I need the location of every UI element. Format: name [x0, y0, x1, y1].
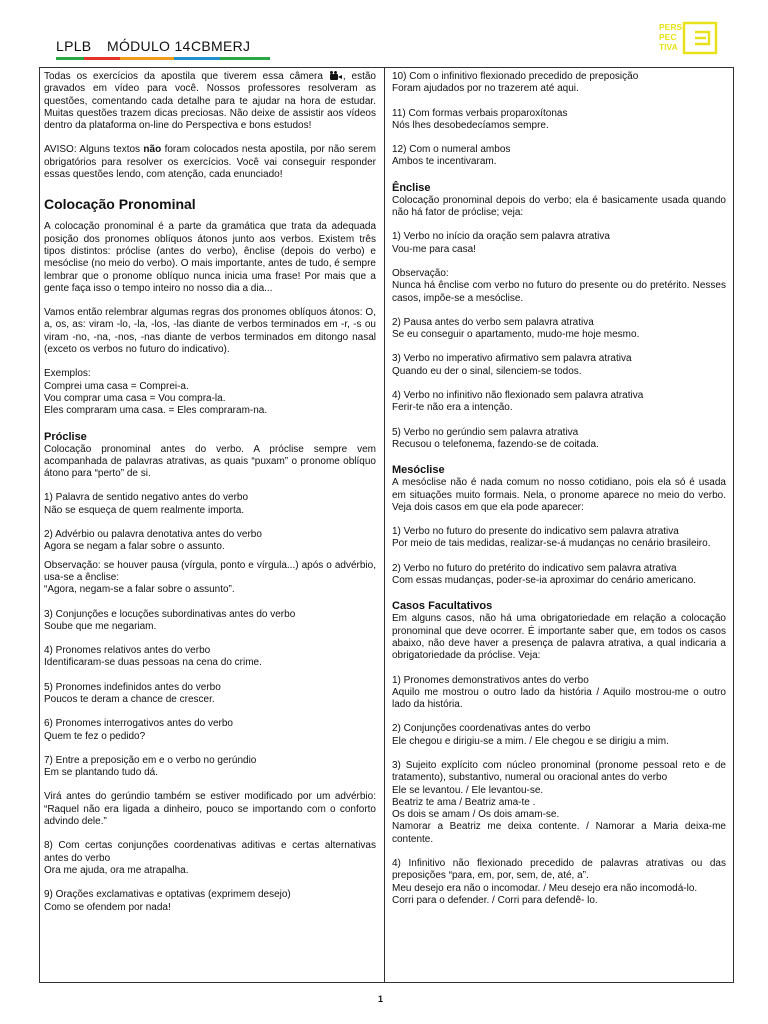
svg-text:TIVA: TIVA: [659, 42, 678, 52]
rule-item: 5) Verbo no gerúndio sem palavra atrativa: [392, 426, 579, 438]
examples-title: Exemplos:: [44, 368, 91, 380]
rule-example: Em se plantando tudo dá.: [44, 767, 158, 779]
rule-item: 2) Advérbio ou palavra denotativa antes do verbo: [44, 529, 262, 541]
perspectiva-logo: [658, 20, 718, 56]
rule-item: 1) Verbo no futuro do presente do indicativo sem palavra atrativa: [392, 526, 679, 538]
rule-item: 8) Com certas conjunções coordenativas aditivas e certas alternativas antes do verbo: [44, 840, 376, 864]
rule-item: 4) Infinitivo não flexionado precedido de palavras atrativas ou das preposições “para, em, por, sem, de, até, a”.: [392, 858, 726, 882]
column-divider: [384, 67, 385, 983]
header-module: MÓDULO 14: [107, 38, 191, 54]
rule-example: Não se esqueça de quem realmente importa.: [44, 504, 245, 516]
svg-text:PERS: PERS: [659, 22, 683, 32]
rule-item: 1) Pronomes demonstrativos antes do verbo: [392, 674, 589, 686]
rule-item: 6) Pronomes interrogativos antes do verbo: [44, 718, 233, 730]
rule-item: 12) Com o numeral ambos: [392, 144, 511, 156]
casos-text: Em alguns casos, não há uma obrigatoriedade em relação a colocação pronominal que deve ocorrer. É importante saber que, em todos os casos abaixo, não deve haver a presença de palavra atrativa, a qual indicaria a obrigatoriedade da próclise. Veja:: [392, 613, 726, 662]
rule-example: Namorar a Beatriz me deixa contente. / Namorar a Maria deixa-me contente.: [392, 821, 726, 845]
casos-facultativos-heading: Casos Facultativos: [392, 600, 493, 613]
mesoclise-heading: Mesóclise: [392, 464, 445, 477]
example-line: Eles compraram uma casa. = Eles compraram-na.: [44, 405, 268, 417]
video-camera-icon: [330, 71, 342, 80]
rule-example: Identificaram-se duas pessoas na cena do crime.: [44, 657, 262, 669]
aviso-paragraph: AVISO: Alguns textos não foram colocados nesta apostila, por não serem obrigatórios para resolver os exercícios. Você vai conseguir responder essas questões lendo, com atenção, cada enunciado!: [44, 144, 376, 181]
example-line: Vou comprar uma casa = Vou compra-la.: [44, 392, 226, 404]
rule-example: Poucos te deram a chance de crescer.: [44, 693, 215, 705]
observation: Observação:: [392, 267, 449, 279]
proclise-heading: Próclise: [44, 430, 87, 443]
svg-text:PEC: PEC: [659, 32, 677, 42]
rule-example: Corri para o defender. / Corri para defendê- lo.: [392, 894, 598, 906]
observation-example: “Agora, negam-se a falar sobre o assunto”.: [44, 584, 235, 596]
rule-example: Se eu conseguir o apartamento, mudo-me hoje mesmo.: [392, 329, 640, 341]
rule-example: Soube que me negariam.: [44, 620, 157, 632]
rule-example: Ambos te incentivaram.: [392, 156, 497, 168]
rule-item: 5) Pronomes indefinidos antes do verbo: [44, 681, 221, 693]
rule-example: Recusou o telefonema, fazendo-se de coitada.: [392, 438, 599, 450]
rule-example: Ele chegou e dirigiu-se a mim. / Ele chegou e se dirigiu a mim.: [392, 735, 669, 747]
gerund-note: Virá antes do gerúndio também se estiver modificado por um advérbio: “Raquel não era ligada a dinheiro, pouco se importando com o conforto advindo dele.”: [44, 791, 376, 828]
header-course: LPLB: [56, 38, 92, 54]
header-color-bar: [56, 57, 270, 60]
section-title: Colocação Pronominal: [44, 196, 196, 213]
definition-paragraph: A colocação pronominal é a parte da gramática que trata da adequada posição dos pronomes oblíquos átonos junto aos verbos. Existem três tipos distintos: próclise (antes do verbo), ênclise (depois do verbo) e mesóclise (no meio do verbo). O mais importante, antes de tudo, é sempre lembrar que o pronome oblíquo nunca inicia uma frase! Por mais que a gente faça isso o tempo inteiro no nosso dia a dia...: [44, 221, 376, 294]
rule-example: Ferir-te não era a intenção.: [392, 402, 513, 414]
rule-example: Por meio de tais medidas, realizar-se-á mudanças no cenário brasileiro.: [392, 538, 711, 550]
rule-example: Beatriz te ama / Beatriz ama-te .: [392, 796, 536, 808]
rule-example: Vou-me para casa!: [392, 243, 476, 255]
rule-example: Os dois se amam / Os dois amam-se.: [392, 809, 560, 821]
rule-example: Quando eu der o sinal, silenciem-se todos.: [392, 365, 582, 377]
rule-example: Como se ofendem por nada!: [44, 901, 171, 913]
rule-example: Com essas mudanças, poder-se-ia aproximar do cenário americano.: [392, 575, 697, 587]
rule-item: 4) Verbo no infinitivo não flexionado sem palavra atrativa: [392, 390, 644, 402]
rule-item: 11) Com formas verbais proparoxítonas: [392, 107, 568, 119]
left-column: [44, 71, 376, 914]
rule-item: 4) Pronomes relativos antes do verbo: [44, 645, 211, 657]
observation: Observação: se houver pausa (vírgula, ponto e vírgula...) após o advérbio, usa-se a ênclise:: [44, 559, 376, 583]
rule-example: Meu desejo era não o incomodar. / Meu desejo era não incomodá-lo.: [392, 882, 698, 894]
rules-paragraph: Vamos então relembrar algumas regras dos pronomes oblíquos átonos: O, a, os, as: viram -lo, -la, -los, -las diante de verbos terminados em -r, -s ou viram -no, -na, -nos, -nas diante de verbos terminados em ditongo nasal (exceto os verbos no futuro do indicativo).: [44, 307, 376, 356]
rule-item: 3) Verbo no imperativo afirmativo sem palavra atrativa: [392, 353, 632, 365]
rule-example: Nós lhes desobedecíamos sempre.: [392, 119, 549, 131]
rule-item: 2) Verbo no futuro do pretérito do indicativo sem palavra atrativa: [392, 562, 677, 574]
enclise-heading: Ênclise: [392, 181, 431, 194]
header-exam: CBMERJ: [191, 38, 251, 54]
rule-example: Quem te fez o pedido?: [44, 730, 146, 742]
intro-paragraph: Todas os exercícios da apostila que tiverem essa câmera , estão gravados em vídeo para você. Nossos professores resolveram as questões, comentando cada detalhe para te ajudar na hora de estudar. Muitas questões trazem dicas preciosas. Não deixe de assistir aos vídeos dentro da plataforma on-line do Perspectiva e bons estudos!: [44, 71, 376, 132]
rule-example: Ele se levantou. / Ele levantou-se.: [392, 784, 544, 796]
rule-item: 1) Palavra de sentido negativo antes do verbo: [44, 492, 249, 504]
rule-item: 9) Orações exclamativas e optativas (exprimem desejo): [44, 889, 291, 901]
rule-item: 2) Pausa antes do verbo sem palavra atrativa: [392, 316, 594, 328]
rule-item: 2) Conjunções coordenativas antes do verbo: [392, 723, 591, 735]
example-line: Comprei uma casa = Comprei-a.: [44, 380, 189, 392]
proclise-text: Colocação pronominal antes do verbo. A próclise sempre vem acompanhada de palavras atrativas, as quais “puxam” o pronome oblíquo átono para “perto” de si.: [44, 443, 376, 480]
rule-example: Aquilo me mostrou o outro lado da história / Aquilo mostrou-me o outro lado da história.: [392, 686, 726, 711]
mesoclise-text: A mesóclise não é nada comum no nosso cotidiano, pois ela só é usada em situações muito formais. Nela, o pronome aparece no meio do verbo. Veja dois casos em que ela pode aparecer:: [392, 477, 726, 513]
rule-example: Foram ajudados por no trazerem até aqui.: [392, 83, 579, 95]
rule-item: 1) Verbo no início da oração sem palavra atrativa: [392, 231, 610, 243]
observation-text: Nunca há ênclise com verbo no futuro do presente ou do pretérito. Nesses casos, impõe-se a mesóclise.: [392, 280, 726, 304]
rule-item: 3) Conjunções e locuções subordinativas antes do verbo: [44, 608, 296, 620]
rule-example: Ora me ajuda, ora me atrapalha.: [44, 864, 189, 876]
enclise-text: Colocação pronominal depois do verbo; ela é basicamente usada quando não há fator de próclise; veja:: [392, 194, 726, 219]
rule-item: 3) Sujeito explícito com núcleo pronominal (pronome pessoal reto e de tratamento), substantivo, numeral ou oracional antes do verbo: [392, 759, 726, 784]
right-column: [392, 71, 726, 907]
rule-item: 7) Entre a preposição em e o verbo no gerúndio: [44, 754, 257, 766]
rule-example: Agora se negam a falar sobre o assunto.: [44, 541, 225, 553]
rule-item: 10) Com o infinitivo flexionado precedido de preposição: [392, 71, 639, 82]
page-number: 1: [378, 994, 384, 1004]
